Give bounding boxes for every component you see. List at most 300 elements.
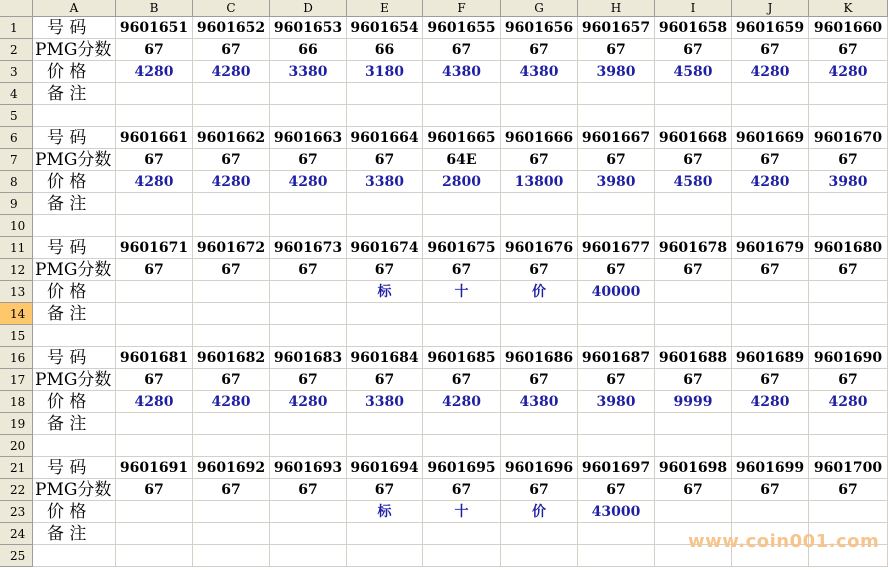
note-number-cell[interactable]: 9601668 (655, 127, 732, 149)
price-cell[interactable]: 4380 (423, 61, 501, 83)
pmg-grade-cell[interactable]: 67 (501, 39, 578, 61)
price-cell[interactable]: 4280 (809, 391, 888, 413)
row-label-grade[interactable]: PMG分数 (33, 259, 116, 281)
price-cell[interactable]: 13800 (501, 171, 578, 193)
row-header-20[interactable]: 20 (0, 435, 33, 457)
note-cell[interactable] (347, 303, 423, 325)
note-cell[interactable] (423, 303, 501, 325)
note-number-cell[interactable]: 9601672 (193, 237, 270, 259)
cell[interactable] (270, 215, 347, 237)
price-cell[interactable]: 4380 (501, 391, 578, 413)
note-number-cell[interactable]: 9601677 (578, 237, 655, 259)
price-cell[interactable]: 3980 (578, 391, 655, 413)
note-number-cell[interactable]: 9601655 (423, 17, 501, 39)
price-cell[interactable]: 4280 (809, 61, 888, 83)
note-cell[interactable] (347, 413, 423, 435)
note-number-cell[interactable]: 9601696 (501, 457, 578, 479)
note-cell[interactable] (578, 83, 655, 105)
note-number-cell[interactable]: 9601679 (732, 237, 809, 259)
note-cell[interactable] (578, 193, 655, 215)
price-cell[interactable] (116, 281, 193, 303)
row-label-price[interactable]: 价 格 (33, 61, 116, 83)
note-number-cell[interactable]: 9601674 (347, 237, 423, 259)
note-cell[interactable] (809, 413, 888, 435)
note-number-cell[interactable]: 9601687 (578, 347, 655, 369)
row-header-17[interactable]: 17 (0, 369, 33, 391)
pmg-grade-cell[interactable]: 67 (501, 149, 578, 171)
note-cell[interactable] (193, 83, 270, 105)
note-cell[interactable] (655, 413, 732, 435)
note-cell[interactable] (270, 193, 347, 215)
pmg-grade-cell[interactable]: 67 (501, 479, 578, 501)
row-header-11[interactable]: 11 (0, 237, 33, 259)
pmg-grade-cell[interactable]: 67 (270, 259, 347, 281)
row-header-23[interactable]: 23 (0, 501, 33, 523)
pmg-grade-cell[interactable]: 67 (578, 259, 655, 281)
note-cell[interactable] (501, 193, 578, 215)
price-cell[interactable]: 4280 (193, 171, 270, 193)
note-number-cell[interactable]: 9601699 (732, 457, 809, 479)
pmg-grade-cell[interactable]: 67 (501, 369, 578, 391)
cell[interactable] (501, 545, 578, 567)
price-cell[interactable]: 十 (423, 501, 501, 523)
row-header-7[interactable]: 7 (0, 149, 33, 171)
row-label-number[interactable]: 号 码 (33, 457, 116, 479)
note-number-cell[interactable]: 9601678 (655, 237, 732, 259)
row-header-2[interactable]: 2 (0, 39, 33, 61)
cell[interactable] (270, 545, 347, 567)
price-cell[interactable] (270, 501, 347, 523)
note-number-cell[interactable]: 9601688 (655, 347, 732, 369)
note-cell[interactable] (193, 413, 270, 435)
note-number-cell[interactable]: 9601676 (501, 237, 578, 259)
pmg-grade-cell[interactable]: 67 (423, 479, 501, 501)
cell[interactable] (193, 435, 270, 457)
note-cell[interactable] (809, 193, 888, 215)
note-number-cell[interactable]: 9601697 (578, 457, 655, 479)
pmg-grade-cell[interactable]: 67 (809, 39, 888, 61)
row-header-3[interactable]: 3 (0, 61, 33, 83)
price-cell[interactable]: 4280 (732, 171, 809, 193)
note-number-cell[interactable]: 9601683 (270, 347, 347, 369)
note-cell[interactable] (347, 193, 423, 215)
pmg-grade-cell[interactable]: 67 (193, 149, 270, 171)
pmg-grade-cell[interactable]: 67 (655, 369, 732, 391)
note-number-cell[interactable]: 9601656 (501, 17, 578, 39)
note-number-cell[interactable]: 9601663 (270, 127, 347, 149)
pmg-grade-cell[interactable]: 67 (116, 369, 193, 391)
cell[interactable] (732, 105, 809, 127)
note-cell[interactable] (809, 83, 888, 105)
price-cell[interactable] (655, 281, 732, 303)
pmg-grade-cell[interactable]: 67 (193, 479, 270, 501)
note-cell[interactable] (116, 523, 193, 545)
pmg-grade-cell[interactable]: 67 (809, 149, 888, 171)
cell[interactable] (578, 215, 655, 237)
cell[interactable] (33, 105, 116, 127)
note-cell[interactable] (193, 193, 270, 215)
column-header-a[interactable]: A (33, 0, 116, 17)
row-label-number[interactable]: 号 码 (33, 237, 116, 259)
price-cell[interactable]: 标 (347, 501, 423, 523)
note-number-cell[interactable]: 9601669 (732, 127, 809, 149)
price-cell[interactable]: 4280 (732, 61, 809, 83)
price-cell[interactable] (655, 501, 732, 523)
cell[interactable] (33, 325, 116, 347)
cell[interactable] (423, 215, 501, 237)
pmg-grade-cell[interactable]: 67 (655, 39, 732, 61)
column-header-k[interactable]: K (809, 0, 888, 17)
note-number-cell[interactable]: 9601660 (809, 17, 888, 39)
pmg-grade-cell[interactable]: 67 (732, 39, 809, 61)
note-cell[interactable] (501, 83, 578, 105)
price-cell[interactable]: 4280 (116, 391, 193, 413)
note-number-cell[interactable]: 9601684 (347, 347, 423, 369)
row-header-5[interactable]: 5 (0, 105, 33, 127)
note-cell[interactable] (116, 303, 193, 325)
cell[interactable] (193, 325, 270, 347)
row-label-grade[interactable]: PMG分数 (33, 39, 116, 61)
note-cell[interactable] (732, 83, 809, 105)
note-number-cell[interactable]: 9601698 (655, 457, 732, 479)
row-header-4[interactable]: 4 (0, 83, 33, 105)
note-number-cell[interactable]: 9601689 (732, 347, 809, 369)
cell[interactable] (116, 325, 193, 347)
price-cell[interactable]: 3380 (347, 391, 423, 413)
pmg-grade-cell[interactable]: 67 (655, 259, 732, 281)
cell[interactable] (423, 325, 501, 347)
note-number-cell[interactable]: 9601666 (501, 127, 578, 149)
pmg-grade-cell[interactable]: 67 (423, 259, 501, 281)
note-cell[interactable] (655, 83, 732, 105)
pmg-grade-cell[interactable]: 67 (116, 479, 193, 501)
note-cell[interactable] (270, 523, 347, 545)
note-number-cell[interactable]: 9601667 (578, 127, 655, 149)
note-cell[interactable] (423, 413, 501, 435)
price-cell[interactable]: 4280 (732, 391, 809, 413)
note-cell[interactable] (501, 303, 578, 325)
row-header-19[interactable]: 19 (0, 413, 33, 435)
pmg-grade-cell[interactable]: 67 (270, 369, 347, 391)
price-cell[interactable] (270, 281, 347, 303)
row-header-8[interactable]: 8 (0, 171, 33, 193)
note-cell[interactable] (578, 413, 655, 435)
note-number-cell[interactable]: 9601690 (809, 347, 888, 369)
cell[interactable] (270, 105, 347, 127)
row-label-number[interactable]: 号 码 (33, 17, 116, 39)
cell[interactable] (732, 435, 809, 457)
note-number-cell[interactable]: 9601673 (270, 237, 347, 259)
pmg-grade-cell[interactable]: 67 (809, 259, 888, 281)
price-cell[interactable]: 4280 (116, 171, 193, 193)
pmg-grade-cell[interactable]: 67 (270, 149, 347, 171)
pmg-grade-cell[interactable]: 67 (578, 39, 655, 61)
cell[interactable] (116, 105, 193, 127)
note-number-cell[interactable]: 9601651 (116, 17, 193, 39)
pmg-grade-cell[interactable]: 66 (347, 39, 423, 61)
cell[interactable] (347, 545, 423, 567)
cell[interactable] (732, 325, 809, 347)
row-header-14[interactable]: 14 (0, 303, 33, 325)
pmg-grade-cell[interactable]: 67 (809, 369, 888, 391)
pmg-grade-cell[interactable]: 66 (270, 39, 347, 61)
note-cell[interactable] (578, 303, 655, 325)
note-cell[interactable] (423, 523, 501, 545)
note-cell[interactable] (423, 83, 501, 105)
pmg-grade-cell[interactable]: 67 (732, 369, 809, 391)
note-cell[interactable] (116, 83, 193, 105)
pmg-grade-cell[interactable]: 67 (347, 259, 423, 281)
row-header-25[interactable]: 25 (0, 545, 33, 567)
note-number-cell[interactable]: 9601658 (655, 17, 732, 39)
row-label-price[interactable]: 价 格 (33, 281, 116, 303)
price-cell[interactable]: 价 (501, 281, 578, 303)
note-number-cell[interactable]: 9601664 (347, 127, 423, 149)
note-number-cell[interactable]: 9601686 (501, 347, 578, 369)
cell[interactable] (423, 545, 501, 567)
row-header-16[interactable]: 16 (0, 347, 33, 369)
note-cell[interactable] (501, 413, 578, 435)
cell[interactable] (347, 215, 423, 237)
cell[interactable] (116, 435, 193, 457)
pmg-grade-cell[interactable]: 67 (116, 39, 193, 61)
cell[interactable] (578, 545, 655, 567)
note-number-cell[interactable]: 9601652 (193, 17, 270, 39)
row-header-24[interactable]: 24 (0, 523, 33, 545)
row-header-12[interactable]: 12 (0, 259, 33, 281)
pmg-grade-cell[interactable]: 67 (732, 259, 809, 281)
cell[interactable] (655, 105, 732, 127)
cell[interactable] (116, 545, 193, 567)
price-cell[interactable]: 4280 (116, 61, 193, 83)
note-number-cell[interactable]: 9601680 (809, 237, 888, 259)
cell[interactable] (193, 215, 270, 237)
row-header-22[interactable]: 22 (0, 479, 33, 501)
price-cell[interactable]: 4280 (193, 391, 270, 413)
row-header-1[interactable]: 1 (0, 17, 33, 39)
cell[interactable] (501, 435, 578, 457)
row-label-note[interactable]: 备 注 (33, 193, 116, 215)
pmg-grade-cell[interactable]: 67 (655, 479, 732, 501)
row-label-grade[interactable]: PMG分数 (33, 369, 116, 391)
note-cell[interactable] (732, 413, 809, 435)
note-number-cell[interactable]: 9601685 (423, 347, 501, 369)
pmg-grade-cell[interactable]: 67 (732, 149, 809, 171)
note-number-cell[interactable]: 9601653 (270, 17, 347, 39)
price-cell[interactable]: 4580 (655, 171, 732, 193)
row-label-note[interactable]: 备 注 (33, 83, 116, 105)
price-cell[interactable]: 3980 (578, 171, 655, 193)
price-cell[interactable]: 4280 (193, 61, 270, 83)
note-number-cell[interactable]: 9601670 (809, 127, 888, 149)
cell[interactable] (501, 105, 578, 127)
pmg-grade-cell[interactable]: 67 (423, 369, 501, 391)
pmg-grade-cell[interactable]: 67 (193, 369, 270, 391)
note-cell[interactable] (347, 523, 423, 545)
cell[interactable] (578, 435, 655, 457)
row-label-price[interactable]: 价 格 (33, 171, 116, 193)
row-label-note[interactable]: 备 注 (33, 523, 116, 545)
cell[interactable] (347, 105, 423, 127)
note-number-cell[interactable]: 9601654 (347, 17, 423, 39)
price-cell[interactable] (193, 281, 270, 303)
column-header-h[interactable]: H (578, 0, 655, 17)
note-cell[interactable] (809, 303, 888, 325)
cell[interactable] (655, 215, 732, 237)
price-cell[interactable]: 4280 (270, 171, 347, 193)
note-cell[interactable] (116, 413, 193, 435)
cell[interactable] (116, 215, 193, 237)
note-number-cell[interactable]: 9601659 (732, 17, 809, 39)
pmg-grade-cell[interactable]: 67 (193, 39, 270, 61)
note-cell[interactable] (655, 303, 732, 325)
note-number-cell[interactable]: 9601682 (193, 347, 270, 369)
column-header-c[interactable]: C (193, 0, 270, 17)
note-number-cell[interactable]: 9601692 (193, 457, 270, 479)
price-cell[interactable]: 十 (423, 281, 501, 303)
cell[interactable] (193, 105, 270, 127)
cell[interactable] (33, 545, 116, 567)
row-label-number[interactable]: 号 码 (33, 127, 116, 149)
note-cell[interactable] (193, 303, 270, 325)
note-cell[interactable] (423, 193, 501, 215)
row-header-21[interactable]: 21 (0, 457, 33, 479)
note-number-cell[interactable]: 9601693 (270, 457, 347, 479)
cell[interactable] (347, 325, 423, 347)
row-header-9[interactable]: 9 (0, 193, 33, 215)
column-header-i[interactable]: I (655, 0, 732, 17)
row-label-note[interactable]: 备 注 (33, 303, 116, 325)
pmg-grade-cell[interactable]: 67 (809, 479, 888, 501)
cell[interactable] (809, 215, 888, 237)
pmg-grade-cell[interactable]: 67 (578, 479, 655, 501)
price-cell[interactable]: 4280 (270, 391, 347, 413)
cell[interactable] (655, 435, 732, 457)
select-all-corner[interactable] (0, 0, 33, 17)
price-cell[interactable]: 3380 (270, 61, 347, 83)
price-cell[interactable]: 3980 (578, 61, 655, 83)
cell[interactable] (732, 215, 809, 237)
note-number-cell[interactable]: 9601671 (116, 237, 193, 259)
pmg-grade-cell[interactable]: 67 (423, 39, 501, 61)
row-label-number[interactable]: 号 码 (33, 347, 116, 369)
price-cell[interactable]: 3180 (347, 61, 423, 83)
cell[interactable] (809, 435, 888, 457)
pmg-grade-cell[interactable]: 67 (578, 369, 655, 391)
note-number-cell[interactable]: 9601662 (193, 127, 270, 149)
row-header-18[interactable]: 18 (0, 391, 33, 413)
cell[interactable] (193, 545, 270, 567)
note-cell[interactable] (732, 303, 809, 325)
row-label-grade[interactable]: PMG分数 (33, 479, 116, 501)
price-cell[interactable] (809, 501, 888, 523)
cell[interactable] (578, 325, 655, 347)
price-cell[interactable]: 3380 (347, 171, 423, 193)
cell[interactable] (270, 435, 347, 457)
price-cell[interactable] (732, 501, 809, 523)
column-header-g[interactable]: G (501, 0, 578, 17)
pmg-grade-cell[interactable]: 67 (732, 479, 809, 501)
row-label-price[interactable]: 价 格 (33, 501, 116, 523)
row-header-6[interactable]: 6 (0, 127, 33, 149)
pmg-grade-cell[interactable]: 67 (347, 149, 423, 171)
row-label-grade[interactable]: PMG分数 (33, 149, 116, 171)
row-header-15[interactable]: 15 (0, 325, 33, 347)
cell[interactable] (809, 105, 888, 127)
pmg-grade-cell[interactable]: 67 (347, 369, 423, 391)
column-header-d[interactable]: D (270, 0, 347, 17)
note-number-cell[interactable]: 9601657 (578, 17, 655, 39)
pmg-grade-cell[interactable]: 67 (193, 259, 270, 281)
note-cell[interactable] (501, 523, 578, 545)
note-number-cell[interactable]: 9601700 (809, 457, 888, 479)
note-number-cell[interactable]: 9601681 (116, 347, 193, 369)
pmg-grade-cell[interactable]: 67 (116, 149, 193, 171)
note-number-cell[interactable]: 9601694 (347, 457, 423, 479)
price-cell[interactable] (732, 281, 809, 303)
row-header-10[interactable]: 10 (0, 215, 33, 237)
price-cell[interactable]: 标 (347, 281, 423, 303)
cell[interactable] (33, 215, 116, 237)
column-header-e[interactable]: E (347, 0, 423, 17)
cell[interactable] (33, 435, 116, 457)
row-label-note[interactable]: 备 注 (33, 413, 116, 435)
row-header-13[interactable]: 13 (0, 281, 33, 303)
note-number-cell[interactable]: 9601675 (423, 237, 501, 259)
price-cell[interactable]: 40000 (578, 281, 655, 303)
pmg-grade-cell[interactable]: 67 (116, 259, 193, 281)
price-cell[interactable] (809, 281, 888, 303)
note-cell[interactable] (270, 303, 347, 325)
cell[interactable] (423, 435, 501, 457)
pmg-grade-cell[interactable]: 67 (270, 479, 347, 501)
cell[interactable] (501, 215, 578, 237)
price-cell[interactable]: 价 (501, 501, 578, 523)
column-header-b[interactable]: B (116, 0, 193, 17)
price-cell[interactable]: 2800 (423, 171, 501, 193)
note-cell[interactable] (732, 193, 809, 215)
pmg-grade-cell[interactable]: 67 (655, 149, 732, 171)
pmg-grade-cell[interactable]: 67 (347, 479, 423, 501)
cell[interactable] (501, 325, 578, 347)
note-number-cell[interactable]: 9601691 (116, 457, 193, 479)
column-header-j[interactable]: J (732, 0, 809, 17)
price-cell[interactable]: 4280 (423, 391, 501, 413)
cell[interactable] (347, 435, 423, 457)
row-label-price[interactable]: 价 格 (33, 391, 116, 413)
note-cell[interactable] (270, 83, 347, 105)
price-cell[interactable]: 3980 (809, 171, 888, 193)
note-cell[interactable] (578, 523, 655, 545)
note-cell[interactable] (116, 193, 193, 215)
price-cell[interactable] (193, 501, 270, 523)
note-cell[interactable] (347, 83, 423, 105)
cell[interactable] (578, 105, 655, 127)
cell[interactable] (423, 105, 501, 127)
cell[interactable] (809, 325, 888, 347)
pmg-grade-cell[interactable]: 64E (423, 149, 501, 171)
note-cell[interactable] (270, 413, 347, 435)
note-number-cell[interactable]: 9601695 (423, 457, 501, 479)
cell[interactable] (655, 325, 732, 347)
price-cell[interactable]: 4580 (655, 61, 732, 83)
pmg-grade-cell[interactable]: 67 (578, 149, 655, 171)
note-number-cell[interactable]: 9601665 (423, 127, 501, 149)
column-header-f[interactable]: F (423, 0, 501, 17)
pmg-grade-cell[interactable]: 67 (501, 259, 578, 281)
price-cell[interactable]: 9999 (655, 391, 732, 413)
note-cell[interactable] (655, 193, 732, 215)
